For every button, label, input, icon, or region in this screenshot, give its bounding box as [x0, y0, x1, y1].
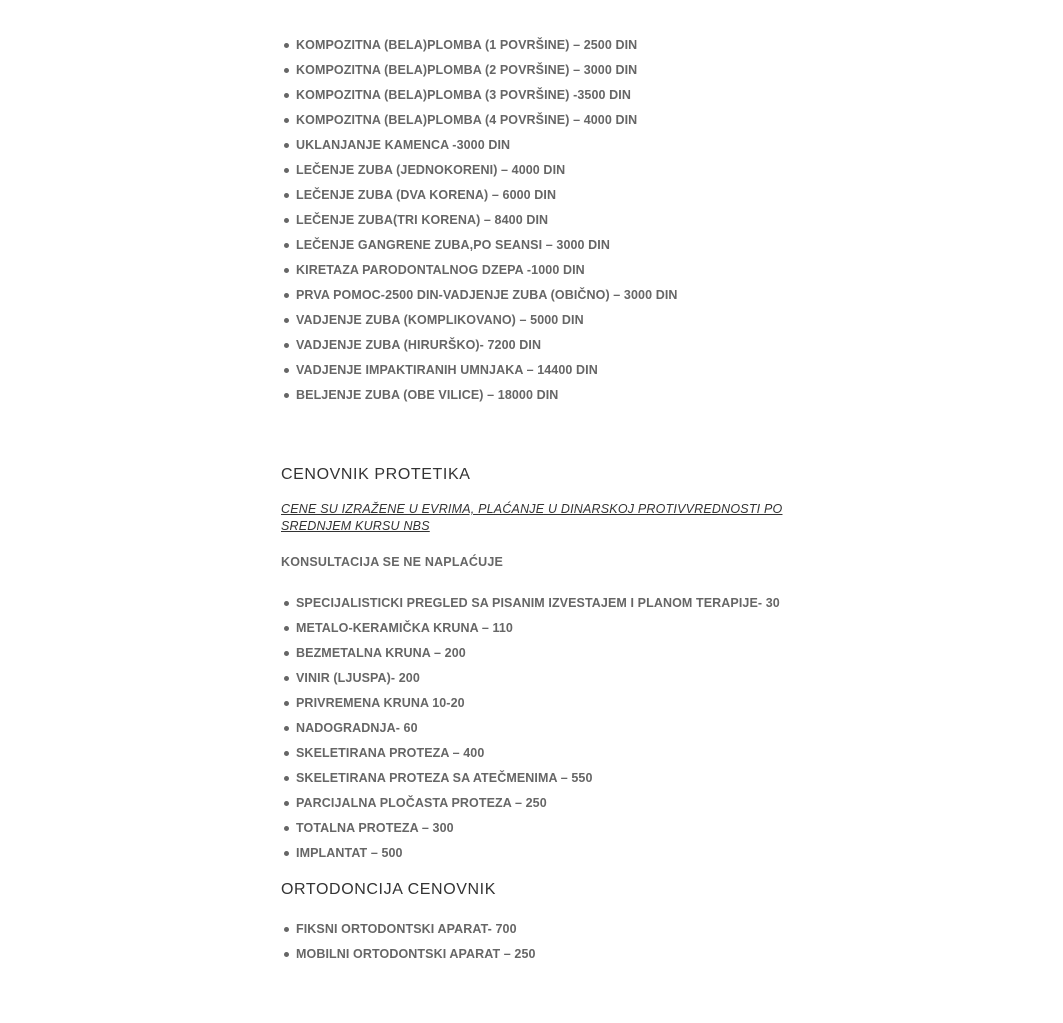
price-item: UKLANJANJE KAMENCA -3000 DIN — [281, 133, 821, 158]
price-item: METALO-KERAMIČKA KRUNA – 110 — [281, 616, 821, 641]
price-item: PRIVREMENA KRUNA 10-20 — [281, 691, 821, 716]
price-item: VADJENJE IMPAKTIRANIH UMNJAKA – 14400 DIN — [281, 358, 821, 383]
price-item: VADJENJE ZUBA (HIRURŠKO)- 7200 DIN — [281, 333, 821, 358]
price-item: SKELETIRANA PROTEZA SA ATEČMENIMA – 550 — [281, 766, 821, 791]
price-item: NADOGRADNJA- 60 — [281, 716, 821, 741]
price-item: TOTALNA PROTEZA – 300 — [281, 816, 821, 841]
price-item: KOMPOZITNA (BELA)PLOMBA (2 POVRŠINE) – 3000 DIN — [281, 58, 821, 83]
ortodoncija-heading: ORTODONCIJA CENOVNIK — [281, 881, 496, 898]
price-item: FIKSNI ORTODONTSKI APARAT- 700 — [281, 917, 821, 942]
price-item: LEČENJE ZUBA (DVA KORENA) – 6000 DIN — [281, 183, 821, 208]
price-item: KOMPOZITNA (BELA)PLOMBA (1 POVRŠINE) – 2500 DIN — [281, 33, 821, 58]
price-item: VADJENJE ZUBA (KOMPLIKOVANO) – 5000 DIN — [281, 308, 821, 333]
price-item: MOBILNI ORTODONTSKI APARAT – 250 — [281, 942, 821, 967]
price-item: SKELETIRANA PROTEZA – 400 — [281, 741, 821, 766]
price-list-content — [281, 0, 821, 967]
price-item: LEČENJE ZUBA (JEDNOKORENI) – 4000 DIN — [281, 158, 821, 183]
ortodoncija-price-list — [281, 917, 821, 967]
price-item: KOMPOZITNA (BELA)PLOMBA (4 POVRŠINE) – 4000 DIN — [281, 108, 821, 133]
price-item: BELJENJE ZUBA (OBE VILICE) – 18000 DIN — [281, 383, 821, 408]
price-item: KOMPOZITNA (BELA)PLOMBA (3 POVRŠINE) -3500 DIN — [281, 83, 821, 108]
price-item: IMPLANTAT – 500 — [281, 841, 821, 866]
price-item: LEČENJE GANGRENE ZUBA,PO SEANSI – 3000 DIN — [281, 233, 821, 258]
price-item: BEZMETALNA KRUNA – 200 — [281, 641, 821, 666]
price-item: PRVA POMOC-2500 DIN-VADJENJE ZUBA (OBIČNO) – 3000 DIN — [281, 283, 821, 308]
price-item: VINIR (LJUSPA)- 200 — [281, 666, 821, 691]
price-item: KIRETAZA PARODONTALNOG DZEPA -1000 DIN — [281, 258, 821, 283]
price-item: SPECIJALISTICKI PREGLED SA PISANIM IZVESTAJEM I PLANOM TERAPIJE- 30 — [281, 591, 821, 616]
protetika-price-list — [281, 591, 821, 866]
consultation-note: KONSULTACIJA SE NE NAPLAĆUJE — [281, 555, 504, 569]
price-item: LEČENJE ZUBA(TRI KORENA) – 8400 DIN — [281, 208, 821, 233]
currency-note-link[interactable]: CENE SU IZRAŽENE U EVRIMA, PLAĆANJE U DINARSKOJ PROTIVVREDNOSTI PO SREDNJEM KURSU NBS — [281, 502, 783, 533]
general-price-list — [281, 33, 821, 408]
protetika-heading: CENOVNIK PROTETIKA — [281, 466, 471, 483]
price-item: PARCIJALNA PLOČASTA PROTEZA – 250 — [281, 791, 821, 816]
